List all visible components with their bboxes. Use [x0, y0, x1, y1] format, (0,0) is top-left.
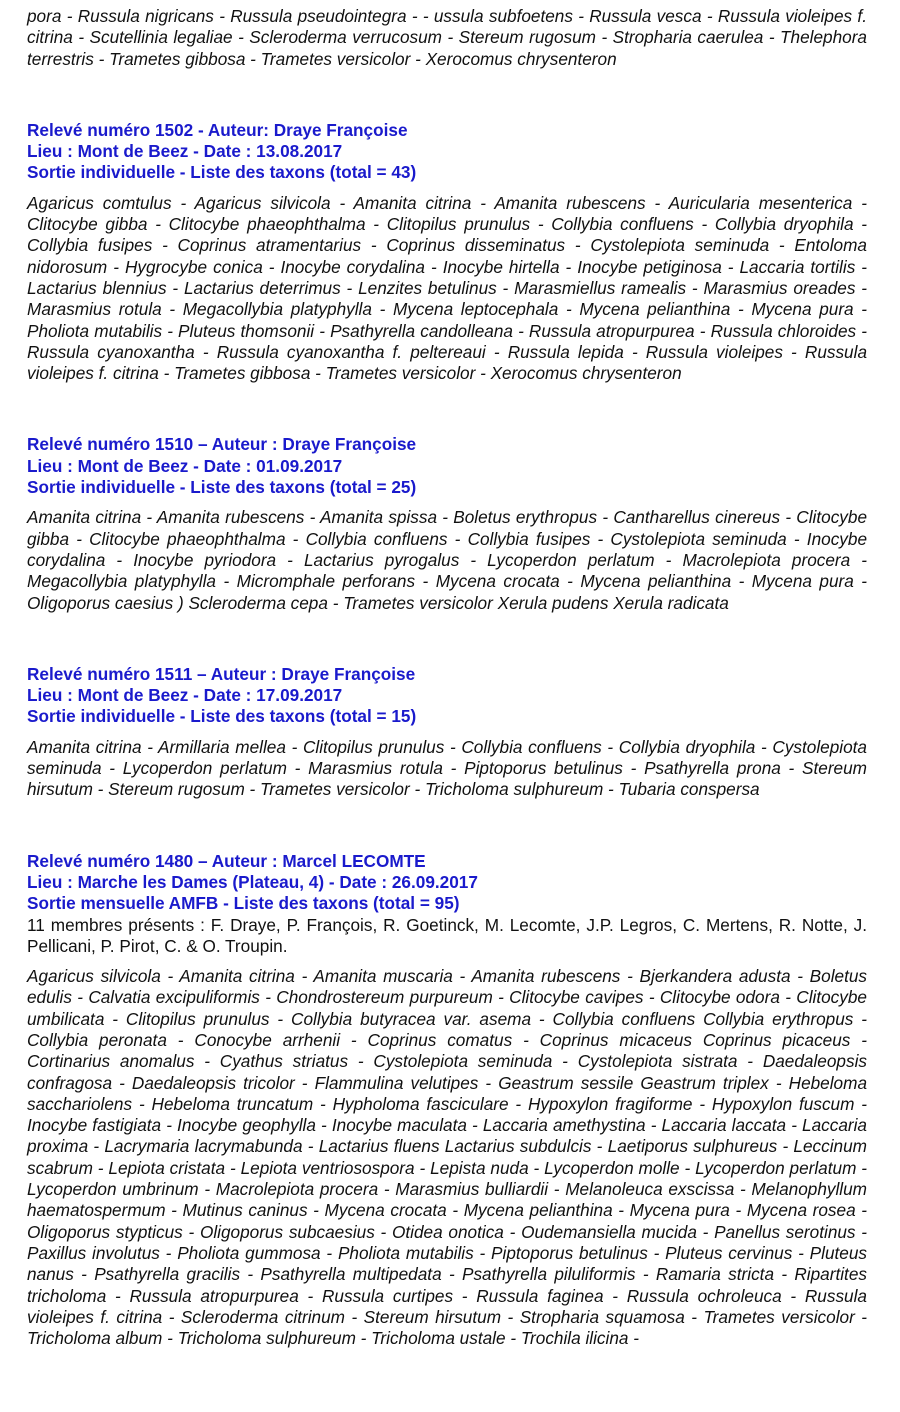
releve-outing: Sortie individuelle - Liste des taxons (total = 25) [27, 477, 417, 498]
releve-header [27, 664, 867, 728]
releve-1502 [27, 120, 867, 385]
releve-taxa-list: Amanita citrina - Armillaria mellea - Clitopilus prunulus - Collybia confluens - Collybia dryophila - Cystolepiota seminuda - Lycoperdon perlatum - Marasmius rotula - Piptoporus betulinus - Psathyrella prona - Stereum hirsutum - Stereum rugosum - Trametes versicolor - Tricholoma sulphureum - Tubaria conspersa [27, 736, 867, 800]
document-page [27, 6, 867, 1349]
intro-taxa-list: pora - Russula nigricans - Russula pseudointegra - - ussula subfoetens - Russula vesca - Russula violeipes f. citrina - Scutellinia legaliae - Scleroderma verrucosum - Stereum rugosum - Stropharia caerulea - Thelephora terrestris - Trametes gibbosa - Trametes versicolor - Xerocomus chrysenteron [27, 6, 867, 69]
releve-title: Relevé numéro 1510 – Auteur : Draye Françoise [27, 434, 417, 455]
releve-outing: Sortie individuelle - Liste des taxons (total = 43) [27, 162, 417, 183]
releve-outing: Sortie individuelle - Liste des taxons (total = 15) [27, 706, 417, 727]
releve-header [27, 120, 867, 184]
releve-place-date: Lieu : Marche les Dames (Plateau, 4) - Date : 26.09.2017 [27, 871, 478, 892]
members-present: 11 membres présents : F. Draye, P. François, R. Goetinck, M. Lecomte, J.P. Legros, C. Mertens, R. Notte, J. Pellicani, P. Pirot, C. & O. Troupin. [27, 914, 867, 956]
releve-header [27, 434, 867, 498]
releve-place-date: Lieu : Mont de Beez - Date : 01.09.2017 [27, 455, 343, 476]
releve-place-date: Lieu : Mont de Beez - Date : 17.09.2017 [27, 685, 343, 706]
releve-1480 [27, 851, 867, 1350]
releve-taxa-list: Amanita citrina - Amanita rubescens - Amanita spissa - Boletus erythropus - Cantharellus cinereus - Clitocybe gibba - Clitocybe phaeophthalma - Collybia confluens - Collybia fusipes - Cystolepiota seminuda - Inocybe corydalina - Inocybe pyriodora - Lactarius pyrogalus - Lycoperdon perlatum - Macrolepiota procera - Megacollybia platyphylla - Micromphale perforans - Mycena crocata - Mycena pelianthina - Mycena pura - Oligoporus caesius ) Scleroderma cepa - Trametes versicolor Xerula pudens Xerula radicata [27, 507, 867, 613]
releve-title: Relevé numéro 1480 – Auteur : Marcel LECOMTE [27, 850, 426, 871]
releve-outing: Sortie mensuelle AMFB - Liste des taxons (total = 95) [27, 893, 460, 914]
releve-title: Relevé numéro 1511 – Auteur : Draye Françoise [27, 663, 416, 684]
releve-1511 [27, 664, 867, 801]
releve-taxa-list: Agaricus comtulus - Agaricus silvicola - Amanita citrina - Amanita rubescens - Auricularia mesenterica - Clitocybe gibba - Clitocybe phaeophthalma - Clitopilus prunulus - Collybia confluens - Collybia dryophila - Collybia fusipes - Coprinus atramentarius - Coprinus disseminatus - Cystolepiota seminuda - Entoloma nidorosum - Hygrocybe conica - Inocybe corydalina - Inocybe hirtella - Inocybe petiginosa - Laccaria tortilis - Lactarius blennius - Lactarius deterrimus - Lenzites betulinus - Marasmiellus ramealis - Marasmius oreades - Marasmius rotula - Megacollybia platyphylla - Mycena leptocephala - Mycena pelianthina - Mycena pura - Pholiota mutabilis - Pluteus thomsonii - Psathyrella candolleana - Russula atropurpurea - Russula chloroides - Russula cyanoxantha - Russula cyanoxantha f. peltereaui - Russula lepida - Russula violeipes - Russula violeipes f. citrina - Trametes gibbosa - Trametes versicolor - Xerocomus chrysenteron [27, 192, 867, 384]
releve-1510 [27, 434, 867, 613]
releve-place-date: Lieu : Mont de Beez - Date : 13.08.2017 [27, 141, 343, 162]
releve-header [27, 851, 867, 957]
releve-title: Relevé numéro 1502 - Auteur: Draye Françoise [27, 119, 408, 140]
releve-taxa-list: Agaricus silvicola - Amanita citrina - Amanita muscaria - Amanita rubescens - Bjerkandera adusta - Boletus edulis - Calvatia excipuliformis - Chondrostereum purpureum - Clitocybe cavipes - Clitocybe odora - Clitocybe umbilicata - Clitopilus prunulus - Collybia butyracea var. asema - Collybia confluens Collybia erythropus - Collybia peronata - Conocybe arrhenii - Coprinus comatus - Coprinus micaceus Coprinus picaceus - Cortinarius anomalus - Cyathus striatus - Cystolepiota seminuda - Cystolepiota sistrata - Daedaleopsis confragosa - Daedaleopsis tricolor - Flammulina velutipes - Geastrum sessile Geastrum triplex - Hebeloma sacchariolens - Hebeloma truncatum - Hypholoma fasciculare - Hypoxylon fragiforme - Hypoxylon fuscum - Inocybe fastigiata - Inocybe geophylla - Inocybe maculata - Laccaria amethystina - Laccaria laccata - Laccaria proxima - Lacrymaria lacrymabunda - Lactarius fluens Lactarius subdulcis - Laetiporus sulphureus - Leccinum scabrum - Lepiota cristata - Lepiota ventriosospora - Lepista nuda - Lycoperdon molle - Lycoperdon perlatum - Lycoperdon umbrinum - Macrolepiota procera - Marasmius bulliardii - Melanoleuca exscissa - Melanophyllum haematospermum - Mutinus caninus - Mycena crocata - Mycena pelianthina - Mycena pura - Mycena rosea - Oligoporus stypticus - Oligoporus subcaesius - Otidea onotica - Oudemansiella mucida - Panellus serotinus - Paxillus involutus - Pholiota gummosa - Pholiota mutabilis - Piptoporus betulinus - Pluteus cervinus - Pluteus nanus - Psathyrella gracilis - Psathyrella multipedata - Psathyrella piluliformis - Ramaria stricta - Ripartites tricholoma - Russula atropurpurea - Russula curtipes - Russula faginea - Russula ochroleuca - Russula violeipes f. citrina - Scleroderma citrinum - Stereum hirsutum - Stropharia squamosa - Trametes versicolor - Tricholoma album - Tricholoma sulphureum - Tricholoma ustale - Trochila ilicina - [27, 966, 867, 1349]
